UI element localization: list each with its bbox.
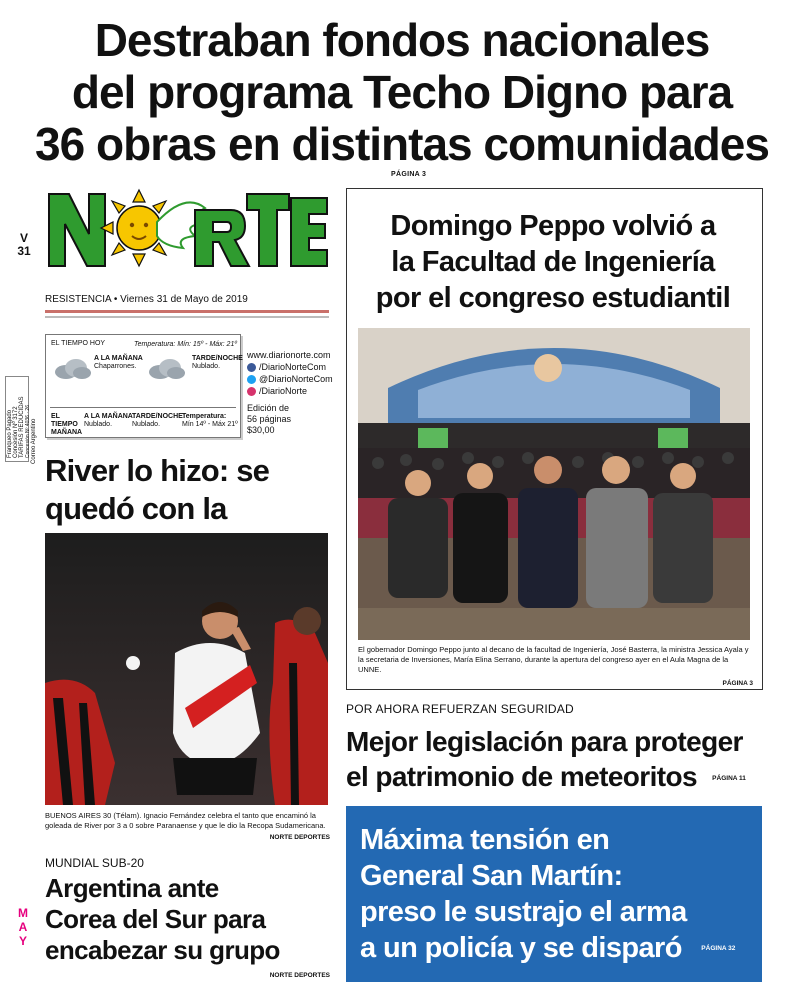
- meteoritos-headline-line-2-text: el patrimonio de meteoritos: [346, 761, 697, 792]
- river-headline-line-2: quedó con la: [45, 491, 227, 526]
- weather-evening-value: Nublado.: [192, 363, 221, 370]
- river-caption: [45, 811, 330, 843]
- month-letter: M: [18, 906, 28, 920]
- river-caption-text: BUENOS AIRES 30 (Télam). Ignacio Fernández celebra el tanto que encaminó la goleada de River por 3 a 0 sobre Paranaense y que le dio la Recopa Sudamericana.: [45, 811, 326, 830]
- postal-line-3: TARIFAS REDUCIDAS: [19, 396, 25, 458]
- masthead-logo[interactable]: [45, 188, 329, 270]
- facebook-link[interactable]: [247, 361, 337, 373]
- top-headline[interactable]: [20, 14, 784, 170]
- website-text: www.diarionorte.com: [247, 350, 331, 360]
- twitter-icon: [247, 375, 256, 384]
- instagram-text: /DiarioNorte: [259, 386, 308, 396]
- weather-tomorrow-morning-label: A LA MAÑANA:: [84, 413, 136, 420]
- contact-block: [247, 349, 337, 397]
- weather-tomorrow-evening-value: Nublado.: [132, 421, 161, 428]
- twitter-link[interactable]: [247, 373, 337, 385]
- mundial-headline-line-1: Argentina ante: [45, 873, 219, 903]
- meteoritos-headline-line-2: [346, 759, 766, 796]
- meteoritos-headline-line-1: Mejor legislación para proteger: [346, 726, 743, 757]
- river-section-tag: NORTE DEPORTES: [269, 834, 330, 841]
- meteoritos-headline[interactable]: [346, 724, 766, 796]
- mundial-kicker: MUNDIAL SUB-20: [45, 856, 144, 870]
- weather-divider: [50, 407, 236, 408]
- day-letter: V: [19, 231, 28, 245]
- edition-line-2: 56 páginas: [247, 414, 292, 424]
- san-martin-headline[interactable]: [360, 822, 760, 967]
- masthead-rule-grey: [45, 316, 329, 318]
- peppo-headline-line-2: la Facultad de Ingeniería: [391, 246, 715, 278]
- weather-tomorrow-label: EL TIEMPO MAÑANA: [51, 413, 83, 436]
- weather-morning-value: Chaparrones.: [94, 363, 137, 370]
- edition-line-1: Edición de: [247, 403, 290, 413]
- top-headline-line-1: Destraban fondos nacionales: [94, 14, 710, 66]
- postal-line-1: Franqueo Pagado: [7, 409, 13, 458]
- mundial-headline[interactable]: [45, 873, 335, 966]
- san-martin-headline-line-4: [360, 930, 760, 967]
- facebook-text: /DiarioNorteCom: [259, 362, 327, 372]
- website-link[interactable]: [247, 349, 337, 361]
- twitter-text: @DiarioNorteCom: [259, 374, 333, 384]
- san-martin-headline-line-2: General San Martín:: [360, 860, 623, 892]
- postal-line-4: Concesión Nº 4036 · 26: [25, 405, 31, 458]
- peppo-headline[interactable]: [352, 208, 754, 316]
- instagram-icon: [247, 387, 256, 396]
- top-headline-line-2: del programa Techo Digno para: [71, 66, 733, 118]
- postal-box: [5, 376, 39, 466]
- month-letter: A: [18, 920, 28, 934]
- san-martin-page-ref: PÁGINA 32: [701, 945, 736, 953]
- postal-line-2: Concesión Nº 3172: [13, 406, 19, 458]
- day-indicator: [14, 232, 34, 258]
- river-headline-line-1: River lo hizo: se: [45, 453, 270, 488]
- peppo-page-ref: PÁGINA 3: [722, 680, 753, 687]
- peppo-photo[interactable]: [358, 328, 750, 640]
- river-photo-graphic: [45, 533, 328, 805]
- peppo-caption: [358, 645, 753, 689]
- weather-morning-label: A LA MAÑANA: [94, 355, 143, 362]
- day-number: 31: [17, 244, 31, 258]
- instagram-link[interactable]: [247, 385, 337, 397]
- river-photo[interactable]: [45, 533, 328, 805]
- postal-line-5: Correo Argentino: [31, 418, 37, 464]
- month-letter: Y: [18, 934, 27, 948]
- weather-tomorrow-evening-label: TARDE/NOCHE:: [132, 413, 186, 420]
- weather-title: EL TIEMPO HOY: [51, 340, 106, 347]
- weather-evening-label: TARDE/NOCHE: [192, 355, 243, 362]
- mundial-section-tag: NORTE DEPORTES: [269, 972, 330, 979]
- norte-logo-graphic: [45, 188, 329, 270]
- top-headline-page-ref: PÁGINA 3: [391, 171, 427, 178]
- peppo-headline-line-1: Domingo Peppo volvió a: [390, 210, 716, 242]
- top-headline-line-3: 36 obras en distintas comunidades: [35, 118, 769, 170]
- weather-tomorrow-morning-value: Nublado.: [84, 421, 113, 428]
- cloud-icon: [52, 357, 92, 381]
- weather-box: [45, 334, 241, 438]
- weather-temperature: Temperatura: Mín: 15º - Máx: 21º: [134, 341, 237, 348]
- mundial-headline-line-2: Corea del Sur para: [45, 904, 266, 934]
- meteoritos-kicker: POR AHORA REFUERZAN SEGURIDAD: [346, 702, 574, 716]
- weather-tomorrow-temp-value: Mín 14º - Máx 21º: [182, 421, 238, 428]
- month-indicator: [15, 906, 31, 948]
- dateline: RESISTENCIA • Viernes 31 de Mayo de 2019: [45, 294, 248, 305]
- san-martin-headline-line-1: Máxima tensión en: [360, 824, 610, 856]
- mundial-headline-line-3: encabezar su grupo: [45, 935, 280, 965]
- edition-info: [247, 403, 327, 436]
- weather-tomorrow-temp-label: Temperatura:: [182, 413, 227, 420]
- cloud-icon: [146, 357, 186, 381]
- edition-line-3: $30,00: [247, 425, 275, 435]
- san-martin-headline-line-3: preso le sustrajo el arma: [360, 896, 687, 928]
- meteoritos-page-ref: PÁGINA 11: [712, 775, 746, 783]
- peppo-caption-text: El gobernador Domingo Peppo junto al decano de la facultad de Ingeniería, José Basterra, la ministra Jessica Ayala y la secretaria de Inversiones, María Elina Serrano, durante la apertura del congreso ayer en el Aula Magna de la UNNE.: [358, 645, 749, 674]
- peppo-headline-line-3: por el congreso estudiantil: [375, 282, 731, 314]
- facebook-icon: [247, 363, 256, 372]
- masthead-rule-red: [45, 310, 329, 313]
- peppo-photo-graphic: [358, 328, 750, 640]
- san-martin-headline-line-4-text: a un policía y se disparó: [360, 932, 682, 964]
